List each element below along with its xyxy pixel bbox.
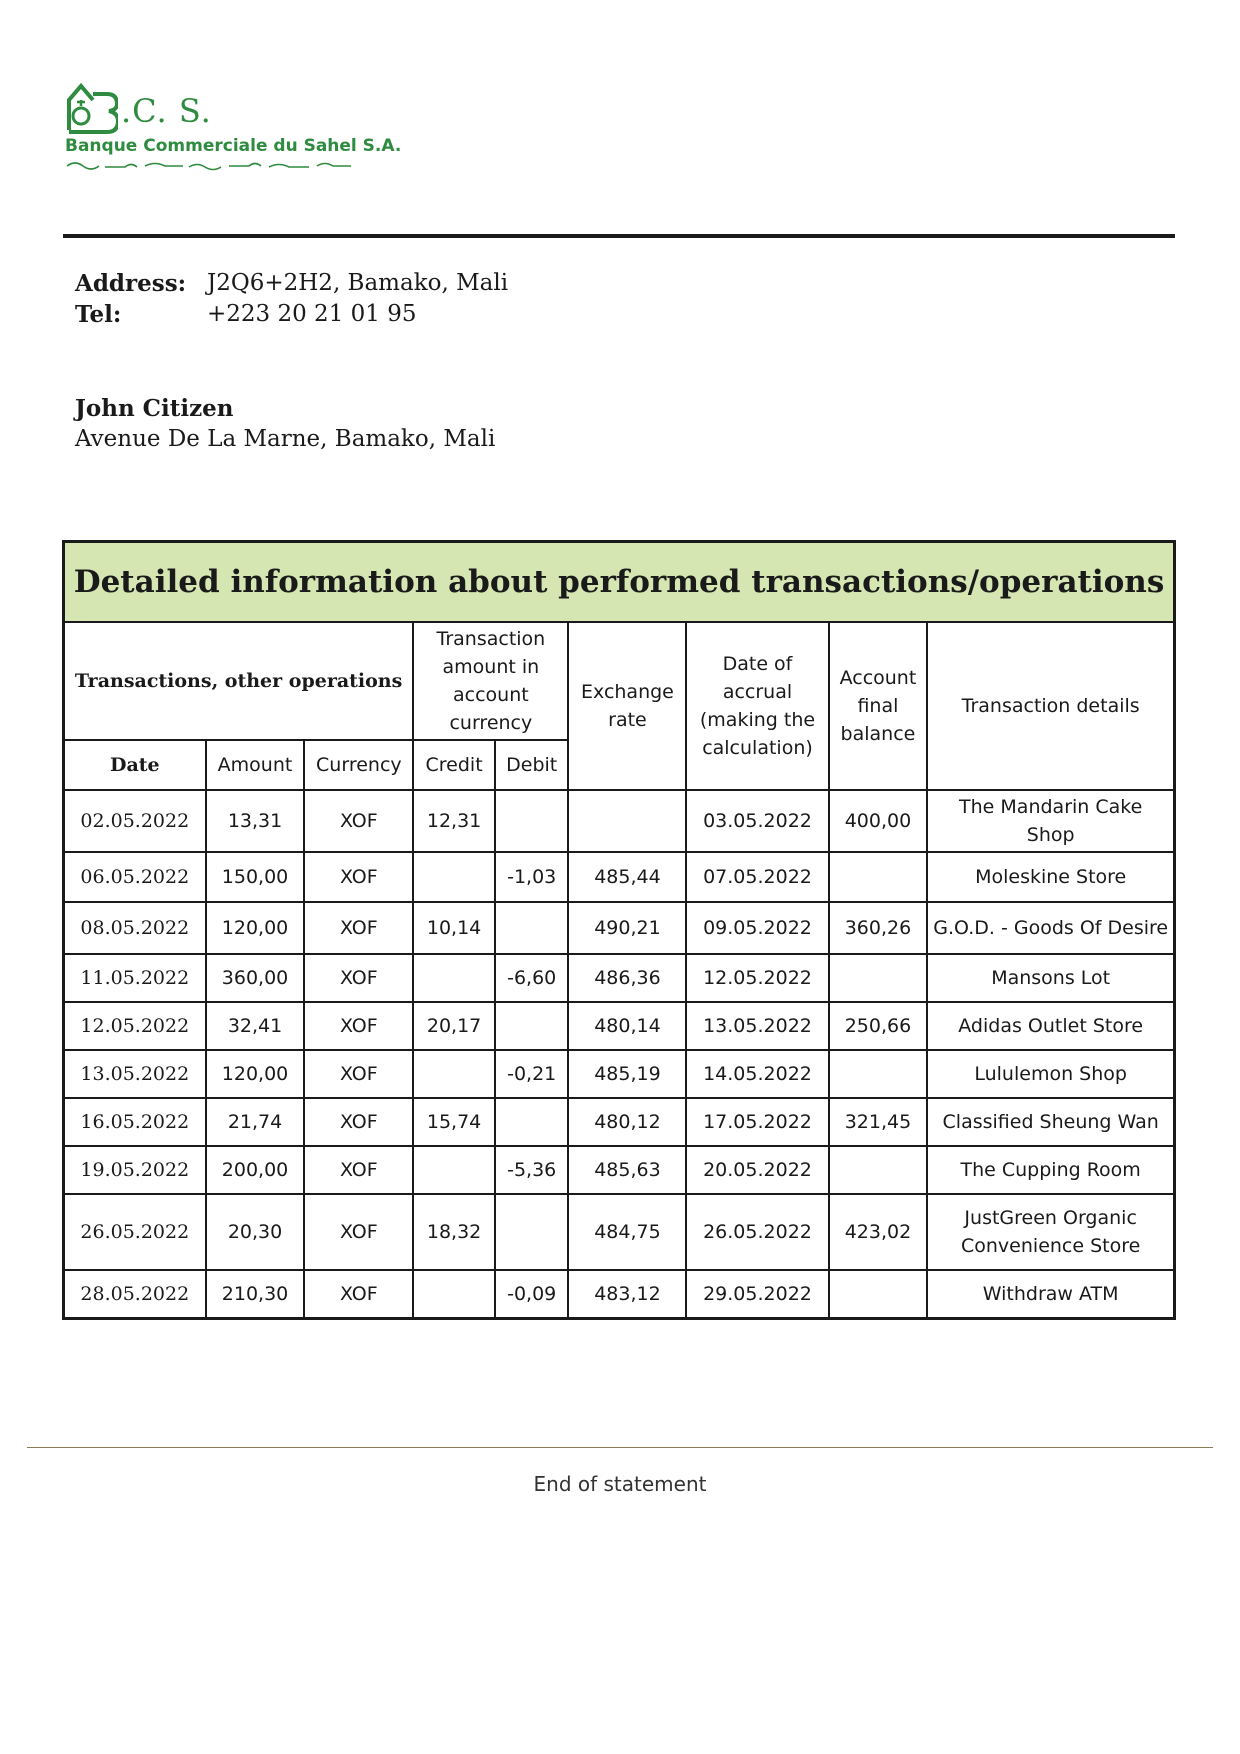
- table-header-row-1: [64, 622, 1175, 740]
- table-row: [64, 790, 1175, 852]
- row-details: Moleskine Store: [927, 852, 1174, 902]
- tel-label: Tel:: [75, 301, 122, 328]
- row-debit: -0,21: [495, 1050, 569, 1098]
- row-details: The Cupping Room: [927, 1146, 1174, 1194]
- row-credit: [413, 954, 495, 1002]
- table-title-row: [64, 542, 1175, 623]
- row-accrual-date: 29.05.2022: [686, 1270, 828, 1318]
- row-date: 11.05.2022: [64, 954, 206, 1002]
- header-divider: [63, 234, 1175, 238]
- header-currency: Currency: [304, 740, 413, 790]
- row-debit: [495, 902, 569, 954]
- row-currency: XOF: [304, 1146, 413, 1194]
- header-transactions-group: Transactions, other operations: [64, 622, 414, 740]
- row-final-balance: [829, 1050, 928, 1098]
- table-row: [64, 852, 1175, 902]
- row-accrual-date: 12.05.2022: [686, 954, 828, 1002]
- address-label: Address:: [75, 270, 187, 297]
- row-accrual-date: 13.05.2022: [686, 1002, 828, 1050]
- transactions-body: [64, 790, 1175, 1318]
- row-details: JustGreen Organic Convenience Store: [927, 1194, 1174, 1270]
- client-block: [75, 393, 495, 455]
- row-debit: -6,60: [495, 954, 569, 1002]
- header-credit: Credit: [413, 740, 495, 790]
- row-debit: -0,09: [495, 1270, 569, 1318]
- row-accrual-date: 03.05.2022: [686, 790, 828, 852]
- row-date: 26.05.2022: [64, 1194, 206, 1270]
- row-details: Withdraw ATM: [927, 1270, 1174, 1318]
- row-accrual-date: 26.05.2022: [686, 1194, 828, 1270]
- row-final-balance: 250,66: [829, 1002, 928, 1050]
- row-date: 06.05.2022: [64, 852, 206, 902]
- row-debit: [495, 1002, 569, 1050]
- row-final-balance: [829, 954, 928, 1002]
- row-debit: -5,36: [495, 1146, 569, 1194]
- bank-arabic-name-graphic: [65, 160, 355, 172]
- row-credit: 12,31: [413, 790, 495, 852]
- row-credit: [413, 1270, 495, 1318]
- row-exchange-rate: 485,44: [568, 852, 686, 902]
- header-transaction-details: Transaction details: [927, 622, 1174, 790]
- bank-logo-letters: .C. S.: [121, 92, 212, 130]
- row-debit: [495, 790, 569, 852]
- row-accrual-date: 14.05.2022: [686, 1050, 828, 1098]
- row-amount: 210,30: [206, 1270, 305, 1318]
- row-currency: XOF: [304, 1270, 413, 1318]
- header-amount: Amount: [206, 740, 305, 790]
- row-amount: 20,30: [206, 1194, 305, 1270]
- row-currency: XOF: [304, 1002, 413, 1050]
- row-credit: [413, 1146, 495, 1194]
- row-amount: 32,41: [206, 1002, 305, 1050]
- row-accrual-date: 17.05.2022: [686, 1098, 828, 1146]
- client-name: John Citizen: [75, 395, 234, 422]
- row-exchange-rate: 490,21: [568, 902, 686, 954]
- table-row: [64, 1050, 1175, 1098]
- row-accrual-date: 09.05.2022: [686, 902, 828, 954]
- row-amount: 21,74: [206, 1098, 305, 1146]
- end-of-statement: End of statement: [533, 1472, 707, 1496]
- row-exchange-rate: 480,14: [568, 1002, 686, 1050]
- row-exchange-rate: 485,19: [568, 1050, 686, 1098]
- header-final-balance: Account final balance: [829, 622, 928, 790]
- row-credit: 15,74: [413, 1098, 495, 1146]
- row-final-balance: 321,45: [829, 1098, 928, 1146]
- row-exchange-rate: 486,36: [568, 954, 686, 1002]
- table-row: [64, 954, 1175, 1002]
- row-amount: 120,00: [206, 902, 305, 954]
- row-exchange-rate: [568, 790, 686, 852]
- bank-logo: [63, 80, 402, 180]
- bank-contact: [75, 268, 508, 330]
- row-currency: XOF: [304, 902, 413, 954]
- row-date: 16.05.2022: [64, 1098, 206, 1146]
- row-amount: 150,00: [206, 852, 305, 902]
- table-row: [64, 902, 1175, 954]
- row-final-balance: 400,00: [829, 790, 928, 852]
- row-amount: 120,00: [206, 1050, 305, 1098]
- row-final-balance: 360,26: [829, 902, 928, 954]
- row-final-balance: 423,02: [829, 1194, 928, 1270]
- row-amount: 360,00: [206, 954, 305, 1002]
- row-debit: [495, 1194, 569, 1270]
- row-exchange-rate: 483,12: [568, 1270, 686, 1318]
- row-accrual-date: 20.05.2022: [686, 1146, 828, 1194]
- row-date: 19.05.2022: [64, 1146, 206, 1194]
- row-details: Adidas Outlet Store: [927, 1002, 1174, 1050]
- table-row: [64, 1194, 1175, 1270]
- row-details: Mansons Lot: [927, 954, 1174, 1002]
- tel-row: [75, 299, 508, 330]
- row-date: 13.05.2022: [64, 1050, 206, 1098]
- bank-logo-icon: [63, 80, 118, 135]
- row-credit: [413, 852, 495, 902]
- row-currency: XOF: [304, 790, 413, 852]
- client-address: Avenue De La Marne, Bamako, Mali: [75, 426, 496, 452]
- row-details: Classified Sheung Wan: [927, 1098, 1174, 1146]
- header-debit: Debit: [495, 740, 569, 790]
- row-currency: XOF: [304, 1098, 413, 1146]
- row-currency: XOF: [304, 852, 413, 902]
- table-row: [64, 1098, 1175, 1146]
- row-credit: [413, 1050, 495, 1098]
- row-currency: XOF: [304, 954, 413, 1002]
- address-row: [75, 268, 508, 299]
- tel-value: +223 20 21 01 95: [207, 301, 417, 327]
- row-final-balance: [829, 1270, 928, 1318]
- row-amount: 200,00: [206, 1146, 305, 1194]
- row-credit: 18,32: [413, 1194, 495, 1270]
- row-final-balance: [829, 1146, 928, 1194]
- transactions-table: [62, 540, 1176, 1320]
- row-date: 28.05.2022: [64, 1270, 206, 1318]
- row-exchange-rate: 480,12: [568, 1098, 686, 1146]
- row-exchange-rate: 484,75: [568, 1194, 686, 1270]
- table-row: [64, 1002, 1175, 1050]
- row-debit: -1,03: [495, 852, 569, 902]
- bank-full-name: Banque Commerciale du Sahel S.A.: [65, 136, 402, 156]
- row-date: 02.05.2022: [64, 790, 206, 852]
- row-details: Lululemon Shop: [927, 1050, 1174, 1098]
- row-credit: 20,17: [413, 1002, 495, 1050]
- row-accrual-date: 07.05.2022: [686, 852, 828, 902]
- row-currency: XOF: [304, 1194, 413, 1270]
- row-amount: 13,31: [206, 790, 305, 852]
- row-currency: XOF: [304, 1050, 413, 1098]
- row-final-balance: [829, 852, 928, 902]
- table-row: [64, 1146, 1175, 1194]
- row-debit: [495, 1098, 569, 1146]
- table-title: Detailed information about performed transactions/operations: [64, 542, 1175, 623]
- row-date: 12.05.2022: [64, 1002, 206, 1050]
- table-row: [64, 1270, 1175, 1318]
- row-credit: 10,14: [413, 902, 495, 954]
- footer-divider: [27, 1447, 1213, 1448]
- header-accrual-date: Date of accrual (making the calculation): [686, 622, 828, 790]
- row-details: G.O.D. - Goods Of Desire: [927, 902, 1174, 954]
- address-value: J2Q6+2H2, Bamako, Mali: [207, 270, 509, 296]
- header-exchange-rate: Exchange rate: [568, 622, 686, 790]
- row-date: 08.05.2022: [64, 902, 206, 954]
- header-transaction-amount: Transaction amount in account currency: [413, 622, 568, 740]
- row-details: The Mandarin Cake Shop: [927, 790, 1174, 852]
- row-exchange-rate: 485,63: [568, 1146, 686, 1194]
- header-date: Date: [64, 740, 206, 790]
